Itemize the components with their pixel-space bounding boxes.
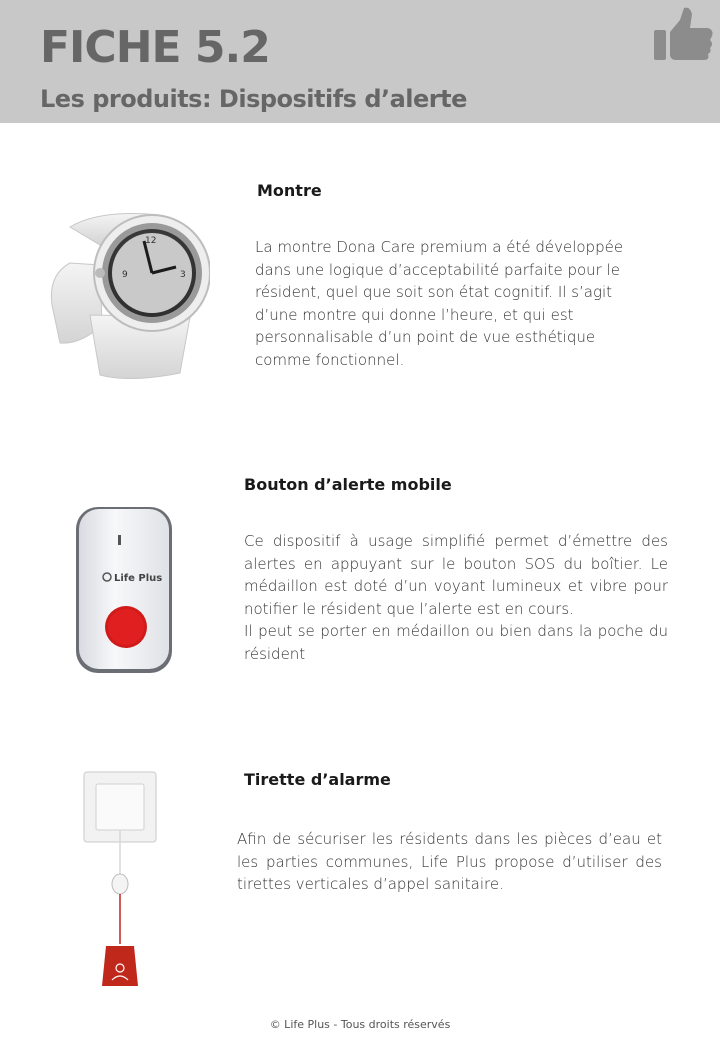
svg-text:9: 9 bbox=[122, 270, 128, 280]
svg-text:12: 12 bbox=[145, 236, 157, 246]
pull-cord-image bbox=[80, 768, 160, 993]
pull-cord-title: Tirette d’alarme bbox=[244, 770, 391, 789]
watch-title: Montre bbox=[257, 181, 322, 200]
alert-button-image bbox=[70, 505, 180, 677]
footer-copyright: © Life Plus - Tous droits réservés bbox=[269, 1018, 451, 1031]
svg-text:3: 3 bbox=[180, 270, 186, 280]
header-banner bbox=[0, 0, 720, 123]
device-brand-label: Life Plus bbox=[114, 573, 163, 584]
page-subtitle: Les produits: Dispositifs d’alerte bbox=[40, 85, 467, 113]
pull-cord-description: Afin de sécuriser les résidents dans les pièces d’eau et les parties communes, Life Plus propose d’utiliser des tirettes verticales d’appel sanitaire. bbox=[237, 830, 662, 893]
thumbs-up-icon bbox=[652, 6, 714, 64]
watch-image bbox=[40, 205, 210, 385]
alert-button-text-2: Il peut se porter en médaillon ou bien dans la poche du résident bbox=[244, 622, 668, 663]
watch-description: La montre Dona Care premium a été développée dans une logique d’acceptabilité parfaite pour le résident, quel que soit son état cognitif. Il s’agit d’une montre qui donne l’heure, et qui est personnalisable d’un point de vue esthétique comme fonctionnel. bbox=[255, 238, 624, 369]
alert-button-title: Bouton d’alerte mobile bbox=[244, 475, 452, 494]
page-title: FICHE 5.2 bbox=[40, 22, 270, 73]
alert-button-description bbox=[244, 530, 668, 665]
alert-button-text-1: Ce dispositif à usage simplifié permet d’émettre des alertes en appuyant sur le bouton SOS du boîtier. Le médaillon est doté d’un voyant lumineux et vibre pour notifier le résident que l’alerte est en cours. bbox=[244, 532, 668, 618]
